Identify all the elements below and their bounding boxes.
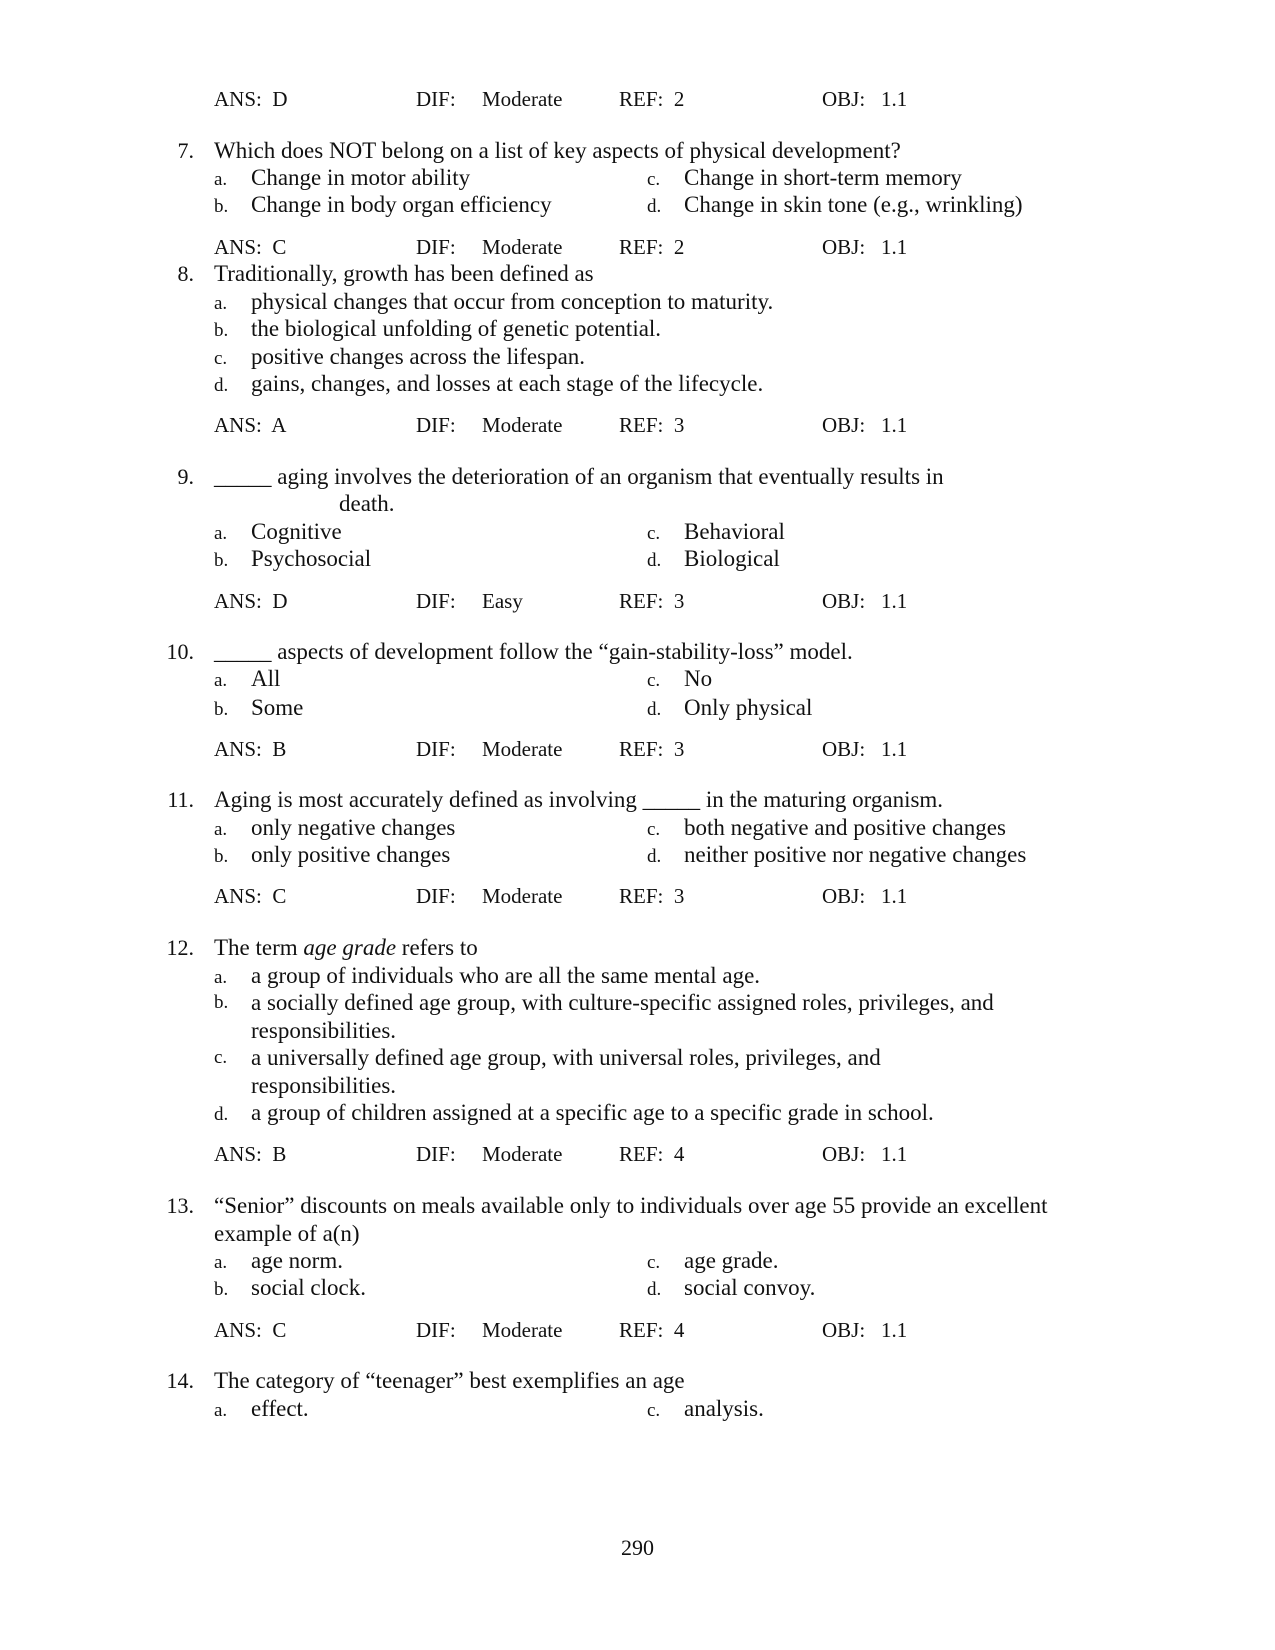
question-stem: _____ aging involves the deterioration of an organism that eventually results in [214,464,944,489]
emphasized-term: age grade [303,935,397,960]
answer-meta: ANS: B DIF: Moderate REF: 4 OBJ: 1.1 [214,1142,908,1166]
question-stem: “Senior” discounts on meals available only to individuals over age 55 provide an excellent example of a(n) [214,1193,1048,1246]
obj-field: OBJ: 1.1 [822,87,908,111]
option-a: a. All [214,666,281,691]
option-a: a. physical changes that occur from conception to maturity. [214,289,774,314]
ref-field: REF: 2 [619,87,685,111]
option-c: c. No [647,666,713,691]
option-c: c. positive changes across the lifespan. [214,344,586,369]
option-a: a. Change in motor ability [214,165,471,190]
option-a: a. Cognitive [214,519,342,544]
option-d: d. Only physical [647,695,813,720]
dif-value: Moderate [482,87,563,111]
dif-label: DIF: [416,87,456,111]
option-b: b. Some [214,695,304,720]
option-c: c. age grade. [647,1248,779,1273]
question-stem: The category of “teenager” best exemplifies an age [214,1368,685,1393]
option-a: a. a group of individuals who are all the same mental age. [214,963,761,988]
answer-meta-q6 [214,86,1014,112]
answer-meta: ANS: D DIF: Easy REF: 3 OBJ: 1.1 [214,589,908,613]
question-number: 12. [166,935,194,960]
question-number: 11. [167,787,194,812]
option-d: d. a group of children assigned at a specific age to a specific grade in school. [214,1100,934,1125]
question-stem: _____ aspects of development follow the “gain-stability-loss” model. [214,639,853,664]
ans-field: ANS: D [214,87,288,111]
question-number: 9. [177,464,194,489]
option-b: b. the biological unfolding of genetic potential. [214,316,662,341]
answer-meta: ANS: C DIF: Moderate REF: 3 OBJ: 1.1 [214,884,908,908]
option-b: b. Change in body organ efficiency [214,192,552,217]
answer-meta: ANS: C DIF: Moderate REF: 4 OBJ: 1.1 [214,1318,908,1342]
option-c: c. analysis. [647,1396,764,1421]
question-number: 13. [166,1193,194,1218]
option-a: a. age norm. [214,1248,343,1273]
option-d: d. Change in skin tone (e.g., wrinkling) [647,192,1023,217]
question-number: 8. [177,261,194,286]
option-b: b. only positive changes [214,842,451,867]
question-stem: Aging is most accurately defined as involving _____ in the maturing organism. [214,787,944,812]
option-a: a. effect. [214,1396,309,1421]
option-d: d. social convoy. [647,1275,816,1300]
option-d: d. Biological [647,546,780,571]
option-d: d. neither positive nor negative changes [647,842,1027,867]
question-number: 7. [177,138,194,163]
question-stem: The term age grade refers to [214,935,478,960]
option-c: c. Change in short-term memory [647,165,962,190]
question-number: 10. [166,639,194,664]
option-b: b. a socially defined age group, with culture-specific assigned roles, privileges, and responsibilities. [214,990,994,1043]
answer-meta: ANS: C DIF: Moderate REF: 2 OBJ: 1.1 [214,235,908,259]
question-stem: Traditionally, growth has been defined as [214,261,594,286]
answer-meta: ANS: B DIF: Moderate REF: 3 OBJ: 1.1 [214,737,908,761]
question-number: 14. [166,1368,194,1393]
option-b: b. social clock. [214,1275,366,1300]
question-stem: Which does NOT belong on a list of key aspects of physical development? [214,138,901,163]
option-a: a. only negative changes [214,815,456,840]
option-c: c. both negative and positive changes [647,815,1006,840]
answer-meta: ANS: A DIF: Moderate REF: 3 OBJ: 1.1 [214,413,908,437]
option-d: d. gains, changes, and losses at each stage of the lifecycle. [214,371,764,396]
option-b: b. Psychosocial [214,546,372,571]
option-c: c. a universally defined age group, with universal roles, privileges, and responsibilities. [214,1045,881,1098]
option-c: c. Behavioral [647,519,785,544]
question-stem-continuation: death. [339,491,395,516]
page-number: 290 [621,1535,654,1560]
